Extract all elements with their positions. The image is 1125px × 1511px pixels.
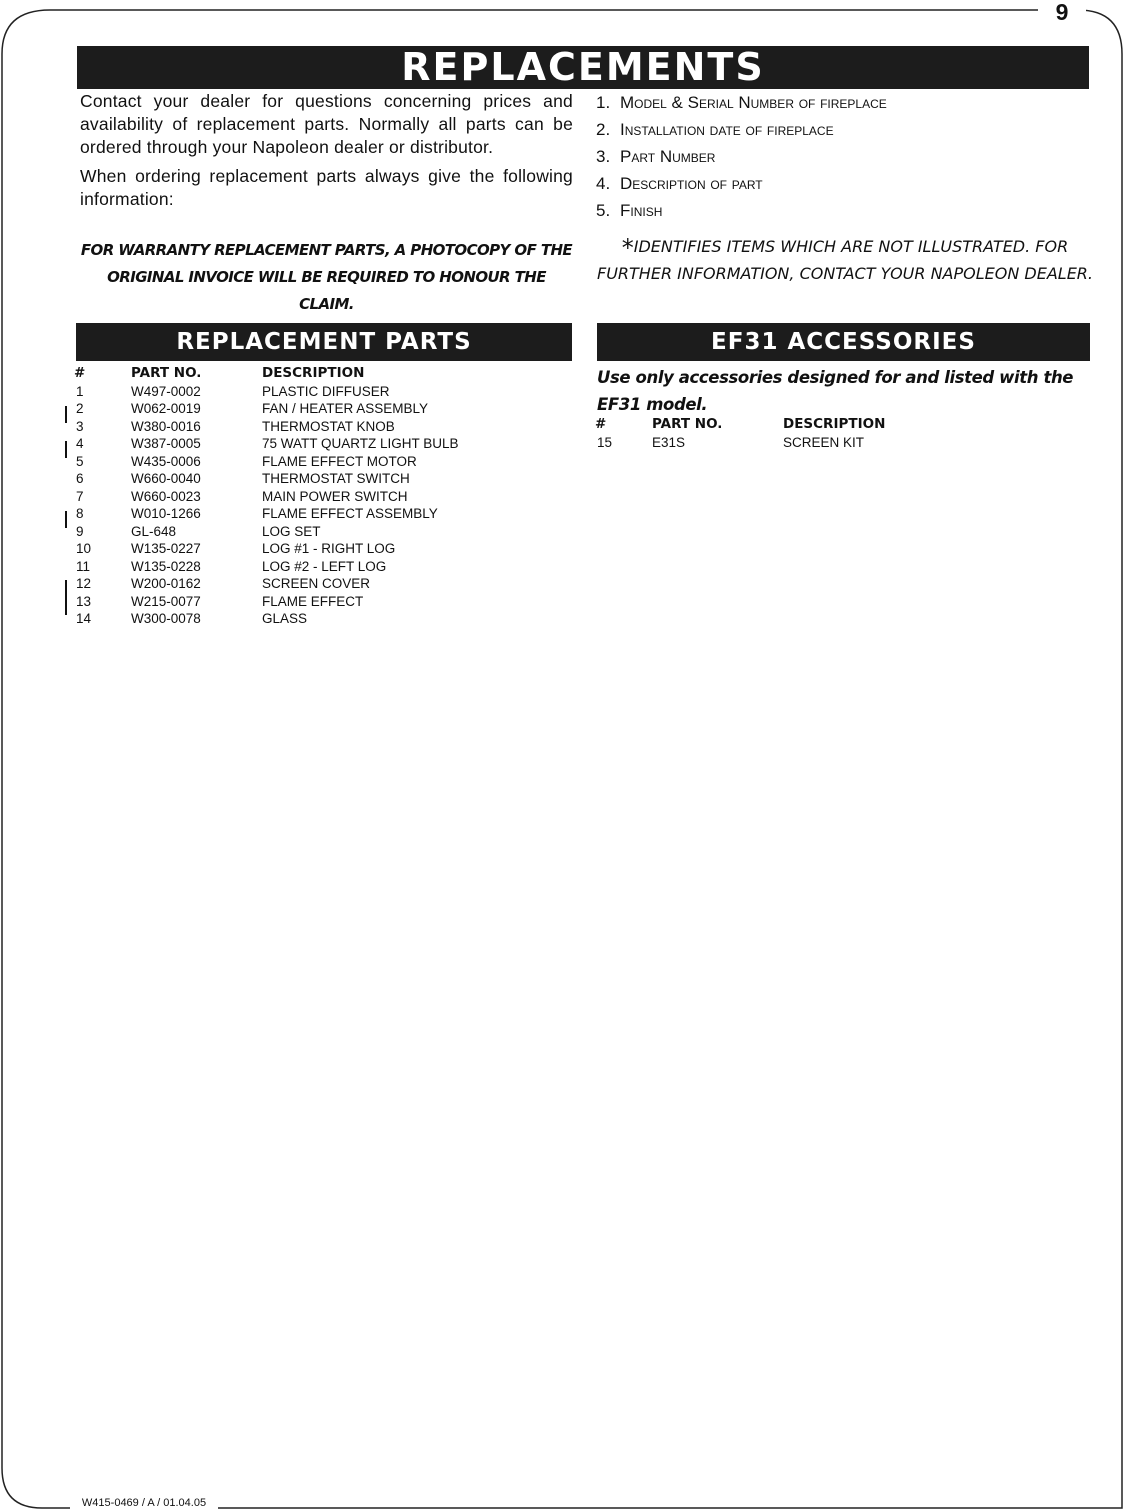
- revision-change-bar: [65, 441, 67, 458]
- order-info-list: [596, 91, 1076, 226]
- table-row: 4 W387-0005 75 WATT QUARTZ LIGHT BULB: [76, 436, 459, 451]
- not-illustrated-note: *IDENTIFIES ITEMS WHICH ARE NOT ILLUSTRATED. FOR FURTHER INFORMATION, CONTACT YOUR NAPOLEON DEALER.: [597, 234, 1094, 283]
- table-row: 8 W010-1266 FLAME EFFECT ASSEMBLY: [76, 506, 438, 521]
- accessories-table: [597, 416, 1097, 451]
- table-row: 9 GL-648 LOG SET: [76, 523, 321, 539]
- page-number: 9: [1038, 0, 1086, 26]
- table-row: 1 W497-0002 PLASTIC DIFFUSER: [76, 383, 390, 399]
- replacements-title: REPLACEMENTS: [77, 46, 1089, 89]
- order-info-item: 1. Model & Serial Number of fireplace: [596, 93, 887, 112]
- asterisk-icon: *: [621, 234, 634, 262]
- warranty-note: FOR WARRANTY REPLACEMENT PARTS, A PHOTOCOPY OF THE ORIGINAL INVOICE WILL BE REQUIRED TO HONOUR THE CLAIM.: [80, 241, 573, 313]
- order-info-item: 5. Finish: [596, 201, 663, 220]
- order-info-item: 4. Description of part: [596, 174, 763, 193]
- table-row: 3 W380-0016 THERMOSTAT KNOB: [76, 418, 395, 434]
- table-header: # PART NO. DESCRIPTION: [595, 416, 886, 432]
- revision-change-bar: [65, 406, 67, 423]
- intro-paragraph-2: When ordering replacement parts always give the following information:: [80, 166, 573, 209]
- replacement-parts-table: [76, 365, 576, 628]
- table-row: 15 E31S SCREEN KIT: [597, 434, 865, 450]
- accessories-note: Use only accessories designed for and listed with the EF31 model.: [597, 368, 1074, 414]
- table-row: 6 W660-0040 THERMOSTAT SWITCH: [76, 471, 410, 486]
- table-row: 5 W435-0006 FLAME EFFECT MOTOR: [76, 453, 417, 469]
- accessories-title: EF31 ACCESSORIES: [597, 323, 1090, 361]
- document-code: W415-0469 / A / 01.04.05: [70, 1496, 218, 1511]
- table-row: 13 W215-0077 FLAME EFFECT: [76, 593, 364, 609]
- revision-change-bar: [65, 580, 67, 615]
- order-info-item: 2. Installation date of fireplace: [596, 120, 834, 139]
- table-row: 12 W200-0162 SCREEN COVER: [76, 576, 371, 591]
- intro-paragraph-1: Contact your dealer for questions concerning prices and availability of replacement parts. Normally all parts can be ordered through your Napoleon dealer or distributor.: [80, 91, 573, 157]
- table-row: 14 W300-0078 GLASS: [76, 611, 308, 626]
- table-header: # PART NO. DESCRIPTION: [74, 365, 365, 381]
- revision-change-bar: [65, 511, 67, 528]
- replacement-parts-title: REPLACEMENT PARTS: [76, 323, 572, 361]
- order-info-item: 3. Part Number: [596, 147, 716, 166]
- table-row: 2 W062-0019 FAN / HEATER ASSEMBLY: [76, 401, 429, 416]
- table-row: 7 W660-0023 MAIN POWER SWITCH: [76, 488, 408, 504]
- table-row: 11 W135-0228 LOG #2 - LEFT LOG: [76, 558, 387, 574]
- table-row: 10 W135-0227 LOG #1 - RIGHT LOG: [76, 541, 396, 556]
- replacements-intro: [80, 90, 573, 211]
